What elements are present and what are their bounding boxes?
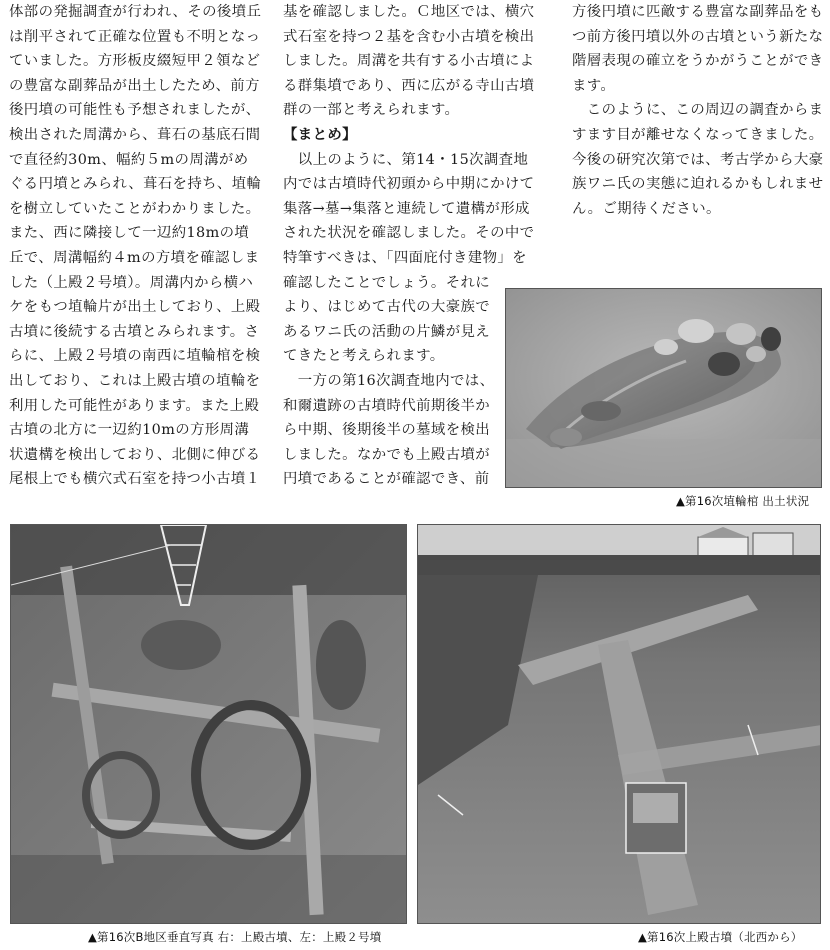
body-line: を樹立していたことがわかりました。: [9, 200, 261, 217]
text-column-3: [572, 0, 824, 221]
body-line: 特筆すべきは、「四面庇付き建物」を: [283, 249, 527, 266]
body-line: また、西に隣接して一辺約18mの墳: [9, 225, 250, 242]
kofun-site-image: [418, 525, 821, 924]
body-line: 群の一部と考えられます。: [283, 102, 460, 119]
body-line: ぐる円墳とみられ、葺石を持ち、埴輪: [9, 176, 262, 193]
body-line: ケをもつ埴輪片が出土しており、上殿: [9, 299, 261, 316]
body-line: つ前方後円墳以外の古墳という新たな: [572, 28, 824, 45]
body-line: 利用した可能性があります。また上殿: [9, 397, 260, 414]
body-line: 階層表現の確立をうかがうことができ: [572, 53, 824, 70]
photo-uedono-kofun: [417, 524, 821, 924]
body-line: あるワニ氏の活動の片鱗が見え: [283, 323, 491, 340]
photo-aerial-area-b: [10, 524, 407, 924]
photo-haniwa-coffin: [505, 288, 822, 488]
caption-uedono-kofun: ▲第16次上殿古墳（北西から）: [638, 930, 803, 944]
body-line: 一方の第16次調査地内では、: [283, 372, 495, 389]
body-line: は削平されて正確な位置も不明となっ: [9, 28, 261, 45]
body-line: 集落→墓→集落と連続して遺構が形成: [283, 200, 530, 217]
caption-aerial: ▲第16次B地区垂直写真 右：上殿古墳、左：上殿２号墳: [88, 930, 382, 944]
body-line: ん。ご期待ください。: [572, 200, 721, 217]
body-line: 検出された周溝から、葺石の基底石間: [9, 126, 261, 143]
body-line: 出しており、これは上殿古墳の埴輪を: [9, 372, 261, 389]
body-line: より、はじめて古代の大豪族で: [283, 299, 491, 316]
body-line: このように、この周辺の調査からま: [572, 102, 824, 119]
body-line: ていました。方形板皮綴短甲２領など: [9, 53, 261, 70]
body-line: 和爾遺跡の古墳時代前期後半か: [283, 397, 491, 414]
body-line: 以上のように、第14・15次調査地: [283, 151, 529, 168]
caption-haniwa-coffin: ▲第16次埴輪棺 出土状況: [676, 494, 810, 508]
body-line: る群集墳であり、西に広がる寺山古墳: [283, 77, 535, 94]
body-line: 後円墳の可能性も予想されましたが、: [9, 102, 261, 119]
body-line: 族ワニ氏の実態に迫れるかもしれませ: [572, 176, 824, 193]
body-line: しました。周溝を共有する小古墳によ: [283, 53, 535, 70]
body-line: した（上殿２号墳）。周溝内から横ハ: [9, 274, 254, 291]
body-line: 確認したことでしょう。それに: [283, 274, 491, 291]
body-line: 古墳に後続する古墳とみられます。さ: [9, 323, 260, 340]
body-line: で直径約30m、幅約５mの周溝がめ: [9, 151, 249, 168]
body-line: 円墳であることが確認でき、前: [283, 471, 490, 488]
body-line: ら中期、後期後半の墓域を検出: [283, 422, 491, 439]
body-line: 基を確認しました。Ｃ地区では、横穴: [283, 4, 535, 20]
body-line: 式石室を持つ２基を含む小古墳を検出: [283, 28, 535, 45]
aerial-site-image: [11, 525, 407, 924]
body-line: 丘で、周溝幅約４mの方墳を確認しま: [9, 249, 260, 266]
body-line: 尾根上でも横穴式石室を持つ小古墳１: [9, 471, 261, 488]
body-line: 状遺構を検出しており、北側に伸びる: [9, 446, 261, 463]
body-line: 方後円墳に匹敵する豊富な副葬品をも: [572, 4, 824, 20]
section-heading-summary: 【まとめ】: [283, 125, 357, 143]
text-column-1: [9, 0, 273, 492]
body-line: ます。: [572, 77, 616, 94]
body-line: 体部の発掘調査が行われ、その後墳丘: [9, 4, 262, 20]
body-line: らに、上殿２号墳の南西に埴輪棺を検: [9, 348, 261, 365]
body-line: しました。なかでも上殿古墳が: [283, 446, 491, 463]
body-line: の豊富な副葬品が出土したため、前方: [9, 77, 260, 94]
body-line: 今後の研究次第では、考古学から大豪: [572, 151, 824, 168]
body-line: すます目が離せなくなってきました。: [572, 126, 824, 143]
body-line: てきたと考えられます。: [283, 348, 445, 365]
haniwa-coffin-image: [506, 289, 822, 488]
body-line: 古墳の北方に一辺約10mの方形周溝: [9, 422, 250, 439]
body-line: された状況を確認しました。その中で: [283, 225, 535, 242]
body-line: 内では古墳時代初頭から中期にかけて: [283, 176, 535, 193]
